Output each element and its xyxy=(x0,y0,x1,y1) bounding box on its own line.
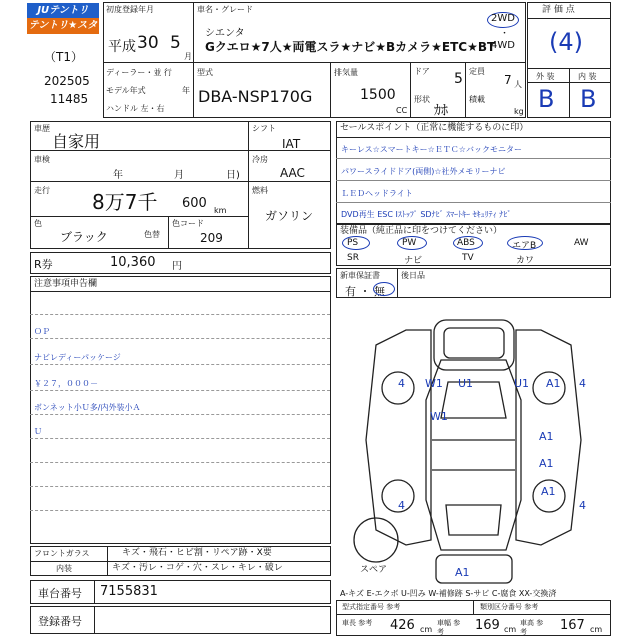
inspection-year: 年 xyxy=(113,170,123,181)
color-code-value: 209 xyxy=(200,231,223,245)
drive-2wd: 2WD xyxy=(491,13,515,24)
selling-point-2: パワースライドドア(両側)☆社外メモリーナビ xyxy=(341,167,506,176)
height-unit: cm xyxy=(590,625,603,634)
regno-label: 登録番号 xyxy=(38,615,82,628)
damage-mark-4: U1 xyxy=(514,377,530,390)
selling-point-1: キーレス☆スマートキー☆ＥＴＣ☆バックモニター xyxy=(341,145,522,154)
chassis-label: 車台番号 xyxy=(38,587,82,600)
reg-era: 平成 xyxy=(108,39,136,55)
door-value: 5 xyxy=(454,71,463,87)
damage-mark-7: W1 xyxy=(430,410,448,423)
damage-legend: A-キズ E-エクボ U-凹み W-補修跡 S-サビ C-腐食 XX-交換済 xyxy=(340,589,557,598)
equip-abs: ABS xyxy=(457,238,475,248)
damage-mark-6: 4 xyxy=(579,377,586,390)
width-unit: cm xyxy=(504,625,517,634)
exterior-grade: B xyxy=(538,85,555,113)
car-name-label: 車名・グレード xyxy=(197,5,253,14)
header-box xyxy=(103,2,526,118)
recycle-unit: 円 xyxy=(172,261,182,272)
damage-mark-10: A1 xyxy=(541,485,556,498)
color-label: 色 xyxy=(34,219,42,228)
type-value: DBA-NSP170G xyxy=(198,87,313,106)
exterior-label: 外 装 xyxy=(536,72,555,81)
equip-navi: ナビ xyxy=(404,256,423,266)
equip-tv: TV xyxy=(462,253,474,263)
ac-value: AAC xyxy=(280,166,305,180)
displacement-label: 排気量 xyxy=(334,68,358,77)
damage-mark-9: A1 xyxy=(539,457,554,470)
fuel-label: 燃料 xyxy=(252,186,268,195)
warranty-value: 有 ・ 無 xyxy=(345,285,385,298)
load-unit: kg xyxy=(514,107,524,116)
door-label: ドア xyxy=(414,67,430,76)
fuel-value: ガソリン xyxy=(265,209,314,223)
spare-label: スペア xyxy=(360,565,388,575)
register-label: 後日品 xyxy=(401,271,425,280)
type-label: 型式 xyxy=(197,68,213,77)
damage-mark-12: 4 xyxy=(579,499,586,512)
warranty-label: 新車保証書 xyxy=(340,271,380,280)
capacity-label: 定員 xyxy=(469,67,485,76)
selling-point-3: ＬＥＤヘッドライト xyxy=(341,189,413,198)
auction-logo-top: JUテントリ xyxy=(27,3,99,18)
damage-mark-11: 4 xyxy=(398,499,405,512)
damage-mark-5: A1 xyxy=(546,377,561,390)
lot-number: 11485 xyxy=(50,92,89,106)
drive-dot: ・ xyxy=(500,29,510,39)
damage-mark-2: W1 xyxy=(425,377,443,390)
equip-aw: AW xyxy=(574,238,589,248)
mileage-value: 8万7千 xyxy=(92,190,158,214)
height-value: 167 xyxy=(560,618,585,633)
shift-value: IAT xyxy=(282,137,301,151)
selling-points-label: セールスポイント（正常に機能するものに印） xyxy=(340,123,529,133)
equip-sr: SR xyxy=(347,253,359,263)
equip-ps: PS xyxy=(347,238,359,248)
model-year-unit: 年 xyxy=(182,86,190,95)
damage-mark-1: 4 xyxy=(398,377,405,390)
grade-score: (4) xyxy=(549,28,583,56)
chassis-value: 7155831 xyxy=(100,584,158,599)
interior-cond-value: キズ・汚レ・コゲ・穴・スレ・キレ・破レ xyxy=(112,563,283,573)
reg-month-unit: 月 xyxy=(184,52,192,61)
length-label: 車長 参考 xyxy=(342,619,373,627)
damage-mark-13: A1 xyxy=(455,566,470,579)
damage-mark-3: U1 xyxy=(458,377,474,390)
width-value: 169 xyxy=(475,618,500,633)
note-line-1: ＯＰ xyxy=(34,327,50,336)
capacity-unit: 人 xyxy=(514,80,522,89)
equip-pw: PW xyxy=(402,238,417,248)
handle-label: ハンドル 左・右 xyxy=(106,104,165,113)
length-value: 426 xyxy=(390,618,415,633)
model-year-label: モデル年式 xyxy=(106,86,146,95)
inspection-label: 車検 xyxy=(34,155,50,164)
equip-airbag: エアB xyxy=(512,241,537,251)
dealer-label: ディーラー・並 行 xyxy=(106,68,172,77)
class-label: 類別区分番号 参考 xyxy=(480,603,539,611)
usage-value: 自家用 xyxy=(52,132,101,151)
auction-logo-bottom: テントリ★スター xyxy=(28,20,98,47)
capacity-value: 7 xyxy=(504,73,512,87)
equip-leather: カワ xyxy=(516,256,535,266)
selling-point-4: DVD再生 ESC Iｽﾄｯﾌﾟ SDﾅﾋﾞ ｽﾏｰﾄｷｰ ｾｷｭﾘﾃｨ ﾅﾋﾞ xyxy=(341,210,512,219)
reg-month: 5 xyxy=(170,33,181,53)
lot-date: 202505 xyxy=(44,74,90,88)
length-unit: cm xyxy=(420,625,433,634)
displacement-value: 1500 xyxy=(360,87,396,103)
car-damage-diagram xyxy=(336,300,611,590)
color-change-label: 色替 xyxy=(144,230,160,239)
shift-label: シフト xyxy=(252,124,276,133)
usage-label: 車歴 xyxy=(34,124,50,133)
front-glass-value: キズ・飛石・ヒビ割・リペア跡・X要 xyxy=(122,548,272,558)
note-line-5: Ｕ xyxy=(34,427,42,436)
note-line-3: ￥２７，０００－ xyxy=(34,379,98,388)
note-line-2: ナビレディーパッケージ xyxy=(34,353,121,362)
color-code-label: 色コード xyxy=(172,219,204,228)
inspection-day: 日) xyxy=(226,170,240,181)
note-line-4: ボンネット小Ｕ多/内外装小Ａ xyxy=(34,403,141,412)
shape-label: 形状 xyxy=(414,95,430,104)
mileage-small: 600 xyxy=(182,196,207,211)
height-label: 車高 参考 xyxy=(520,619,544,636)
equipment-label: 装備品（純正品に印をつけてください） xyxy=(340,226,503,236)
lot-code: （T1） xyxy=(44,50,83,64)
inspection-month: 月 xyxy=(174,170,184,181)
mileage-label: 走行 xyxy=(34,186,50,195)
damage-mark-8: A1 xyxy=(539,430,554,443)
load-label: 積載 xyxy=(469,95,485,104)
cc-unit: CC xyxy=(396,106,408,115)
type-cert-label: 型式指定番号 参考 xyxy=(342,603,401,611)
grade-label: 評 価 点 xyxy=(542,5,575,15)
interior-grade: B xyxy=(580,85,597,113)
notes-label: 注意事項申告欄 xyxy=(34,279,98,289)
recycle-label: R券 xyxy=(34,258,53,271)
reg-year: 30 xyxy=(137,33,159,53)
recycle-amount: 10,360 xyxy=(110,255,156,270)
color-value: ブラック xyxy=(60,230,108,244)
drive-4wd: 4WD xyxy=(491,40,515,51)
interior-cond-label: 内装 xyxy=(56,564,72,573)
ac-label: 冷房 xyxy=(252,155,268,164)
car-name: シエンタ xyxy=(205,28,245,39)
front-glass-label: フロントガラス xyxy=(34,549,90,558)
interior-label: 内 装 xyxy=(578,72,597,81)
first-reg-label: 初度登録年月 xyxy=(106,5,154,14)
km-unit: km xyxy=(214,206,227,215)
shape-value: ｶﾎ xyxy=(434,103,448,119)
car-grade: Gクエロ★7人★両電スラ★ナビ★Bカメラ★ETC★BT xyxy=(205,40,496,54)
width-label: 車幅 参考 xyxy=(437,619,461,636)
